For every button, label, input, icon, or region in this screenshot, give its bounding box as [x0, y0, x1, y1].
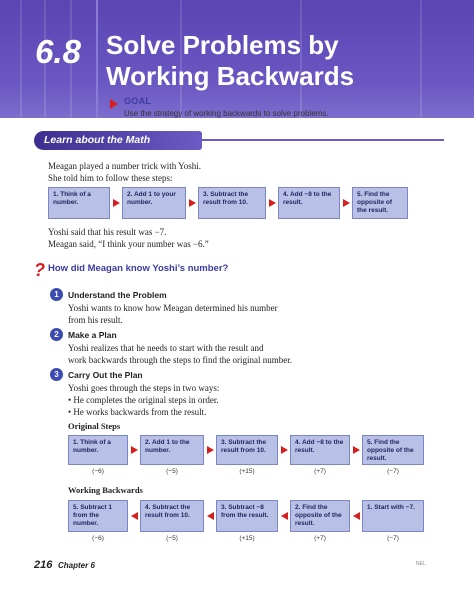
- page-title: [106, 30, 446, 92]
- backwards-step-value: (−7): [387, 535, 399, 542]
- backwards-step-box: 1. Start with −7.: [362, 500, 424, 532]
- original-step-box: 2. Add 1 to the number.: [140, 435, 204, 465]
- arrow-right-icon: [281, 446, 288, 454]
- step-text-line: Yoshi goes through the steps in two ways:: [68, 383, 220, 393]
- step-text-line: Yoshi wants to know how Meagan determined his number: [68, 303, 278, 313]
- original-steps-heading: Original Steps: [68, 421, 121, 431]
- backwards-step-value: (−5): [166, 535, 178, 542]
- step-number-badge: 3: [50, 368, 63, 381]
- intro-step-box: 3. Subtract the result from 10.: [198, 187, 266, 219]
- arrow-right-icon: [113, 199, 120, 207]
- working-backwards-heading: Working Backwards: [68, 485, 143, 495]
- original-step-value: (−7): [387, 468, 399, 475]
- arrow-left-icon: [353, 512, 360, 520]
- result-line-1: Yoshi said that his result was −7.: [48, 227, 167, 237]
- arrow-right-icon: [343, 199, 350, 207]
- question-mark-icon: ?: [34, 260, 45, 280]
- original-step-box: 5. Find the opposite of the result.: [362, 435, 424, 465]
- step-heading: Carry Out the Plan: [68, 370, 143, 380]
- goal-label: GOAL: [124, 96, 152, 106]
- original-step-box: 4. Add −8 to the result.: [290, 435, 350, 465]
- intro-line-1: Meagan played a number trick with Yoshi.: [48, 161, 201, 171]
- intro-line-2: She told him to follow these steps:: [48, 173, 173, 183]
- goal-text: Use the strategy of working backwards to solve problems.: [124, 109, 329, 118]
- original-step-value: (−6): [92, 468, 104, 475]
- intro-step-box: 1. Think of a number.: [48, 187, 110, 219]
- arrow-right-icon: [353, 446, 360, 454]
- step-text-line: from his result.: [68, 315, 123, 325]
- arrow-right-icon: [207, 446, 214, 454]
- step-bullet-line: • He completes the original steps in order.: [68, 395, 219, 405]
- arrow-left-icon: [131, 512, 138, 520]
- backwards-step-box: 3. Subtract −8 from the result.: [216, 500, 278, 532]
- original-step-value: (−5): [166, 468, 178, 475]
- backwards-step-value: (−6): [92, 535, 104, 542]
- intro-step-box: 5. Find the opposite of the result.: [352, 187, 408, 219]
- backwards-step-value: (+15): [239, 535, 255, 542]
- learn-about-math-heading: Learn about the Math: [34, 131, 202, 150]
- original-step-value: (+15): [239, 468, 255, 475]
- arrow-right-icon: [131, 446, 138, 454]
- chapter-label: Chapter 6: [58, 561, 95, 570]
- original-step-box: 1. Think of a number.: [68, 435, 128, 465]
- intro-step-box: 4. Add −8 to the result.: [278, 187, 340, 219]
- backwards-step-box: 4. Subtract the result from 10.: [140, 500, 204, 532]
- page-number: 216: [34, 559, 53, 571]
- step-number-badge: 1: [50, 288, 63, 301]
- arrow-right-icon: [189, 199, 196, 207]
- backwards-step-box: 5. Subtract 1 from the number.: [68, 500, 128, 532]
- arrow-right-icon: [269, 199, 276, 207]
- arrow-left-icon: [207, 512, 214, 520]
- goal-arrow-icon: [110, 99, 118, 109]
- step-number-badge: 2: [50, 328, 63, 341]
- step-heading: Make a Plan: [68, 330, 117, 340]
- title-line-1: Solve Problems by: [106, 30, 339, 60]
- title-line-2: Working Backwards: [106, 61, 355, 91]
- step-heading: Understand the Problem: [68, 290, 167, 300]
- publisher-mark: NEL: [416, 561, 426, 567]
- learn-heading-rule: [200, 139, 444, 141]
- result-line-2: Meagan said, “I think your number was −6.”: [48, 239, 209, 249]
- backwards-step-value: (+7): [314, 535, 326, 542]
- question-text: How did Meagan know Yoshi’s number?: [48, 263, 229, 274]
- step-text-line: Yoshi realizes that he needs to start with the result and: [68, 343, 264, 353]
- header-divider: [96, 0, 98, 118]
- intro-step-box: 2. Add 1 to your number.: [122, 187, 186, 219]
- backwards-step-box: 2. Find the opposite of the result.: [290, 500, 350, 532]
- arrow-left-icon: [281, 512, 288, 520]
- step-bullet-line: • He works backwards from the result.: [68, 407, 207, 417]
- step-text-line: work backwards through the steps to find the original number.: [68, 355, 292, 365]
- original-step-box: 3. Subtract the result from 10.: [216, 435, 278, 465]
- section-number: 6.8: [35, 33, 81, 70]
- original-step-value: (+7): [314, 468, 326, 475]
